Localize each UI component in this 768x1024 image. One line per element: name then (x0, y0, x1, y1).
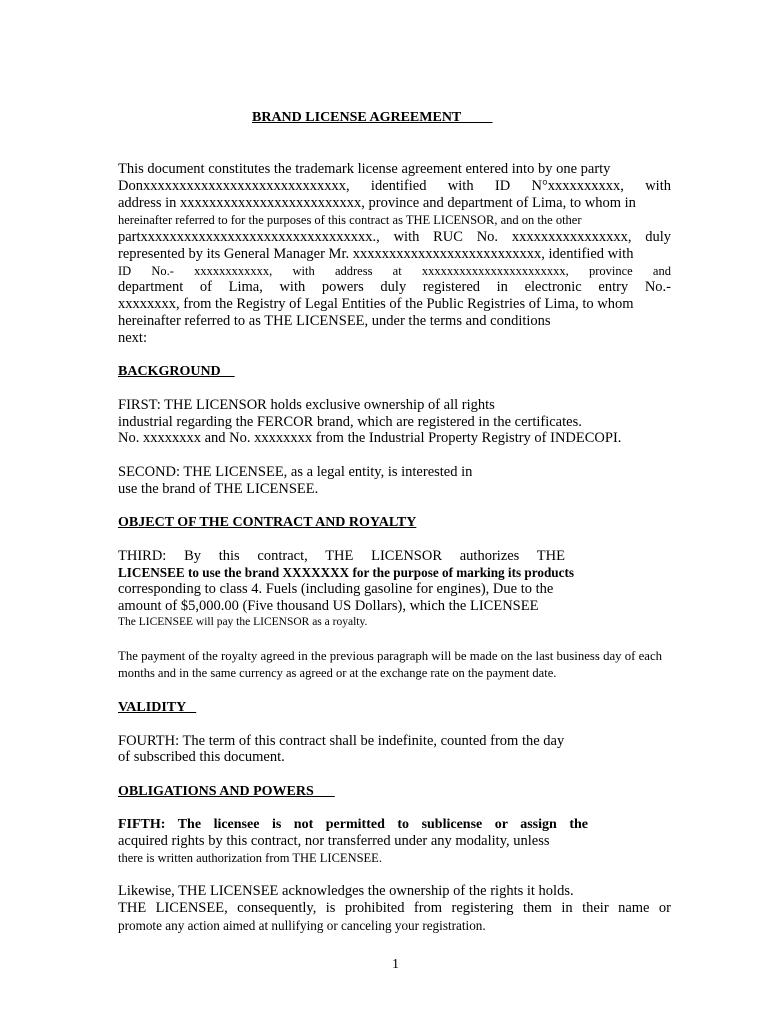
clause-third-line: corresponding to class 4. Fuels (including gasoline for engines), Due to the (118, 581, 554, 597)
clause-second-line: use the brand of THE LICENSEE. (118, 481, 319, 497)
clause-third-line: THIRD: By this contract, THE LICENSOR authorizes THE (118, 548, 565, 564)
page-number: 1 (392, 957, 399, 972)
payment-line: The payment of the royalty agreed in the previous paragraph will be made on the last business day of each (118, 649, 663, 663)
clause-third-line: LICENSEE to use the brand XXXXXXX for the purpose of marking its products (118, 565, 574, 580)
clause-first-line: FIRST: THE LICENSOR holds exclusive ownership of all rights (118, 397, 495, 413)
intro-line: hereinafter referred to as THE LICENSEE, under the terms and conditions (118, 313, 551, 329)
intro-line: hereinafter referred to for the purposes of this contract as THE LICENSOR, and on the other (118, 213, 582, 227)
likewise-line: promote any action aimed at nullifying or canceling your registration. (118, 918, 486, 933)
validity-heading: VALIDITY (118, 700, 197, 715)
intro-line: xxxxxxxx, from the Registry of Legal Entities of the Public Registries of Lima, to whom (118, 296, 634, 312)
intro-line: represented by its General Manager Mr. xxxxxxxxxxxxxxxxxxxxxxxxxx, identified with (118, 246, 634, 262)
obligations-heading: OBLIGATIONS AND POWERS (118, 784, 335, 799)
clause-third-line: amount of $5,000.00 (Five thousand US Dollars), which the LICENSEE (118, 598, 539, 614)
clause-fifth-line: there is written authorization from THE LICENSEE. (118, 851, 382, 865)
document-title: BRAND LICENSE AGREEMENT (252, 110, 493, 125)
clause-third-line: The LICENSEE will pay the LICENSOR as a royalty. (118, 616, 368, 628)
clause-fourth-line: of subscribed this document. (118, 749, 285, 765)
clause-second-line: SECOND: THE LICENSEE, as a legal entity, is interested in (118, 464, 473, 480)
clause-fifth-line: acquired rights by this contract, nor transferred under any modality, unless (118, 833, 550, 849)
intro-line: This document constitutes the trademark license agreement entered into by one party (118, 161, 611, 177)
intro-line: address in xxxxxxxxxxxxxxxxxxxxxxxxx, province and department of Lima, to whom in (118, 195, 636, 211)
clause-first-line: industrial regarding the FERCOR brand, which are registered in the certificates. (118, 414, 582, 430)
clause-fourth-line: FOURTH: The term of this contract shall be indefinite, counted from the day (118, 733, 565, 749)
intro-line: partxxxxxxxxxxxxxxxxxxxxxxxxxxxxxxxx., with RUC No. xxxxxxxxxxxxxxxx, duly (118, 229, 671, 245)
intro-line: ID No.- xxxxxxxxxxxx, with address at xxxxxxxxxxxxxxxxxxxxxxx, province and (118, 264, 671, 278)
intro-line: next: (118, 330, 147, 346)
clause-first-line: No. xxxxxxxx and No. xxxxxxxx from the Industrial Property Registry of INDECOPI. (118, 430, 622, 446)
likewise-line: THE LICENSEE, consequently, is prohibited from registering them in their name or (118, 900, 671, 916)
intro-line: Donxxxxxxxxxxxxxxxxxxxxxxxxxxxx, identified with ID N°xxxxxxxxxx, with (118, 178, 671, 194)
background-heading: BACKGROUND (118, 364, 235, 379)
payment-line: months and in the same currency as agreed or at the exchange rate on the payment date. (118, 666, 557, 680)
likewise-line: Likewise, THE LICENSEE acknowledges the ownership of the rights it holds. (118, 883, 574, 899)
intro-line: department of Lima, with powers duly registered in electronic entry No.- (118, 279, 671, 295)
object-heading: OBJECT OF THE CONTRACT AND ROYALTY (118, 515, 417, 530)
clause-fifth-line: FIFTH: The licensee is not permitted to sublicense or assign the (118, 817, 588, 832)
